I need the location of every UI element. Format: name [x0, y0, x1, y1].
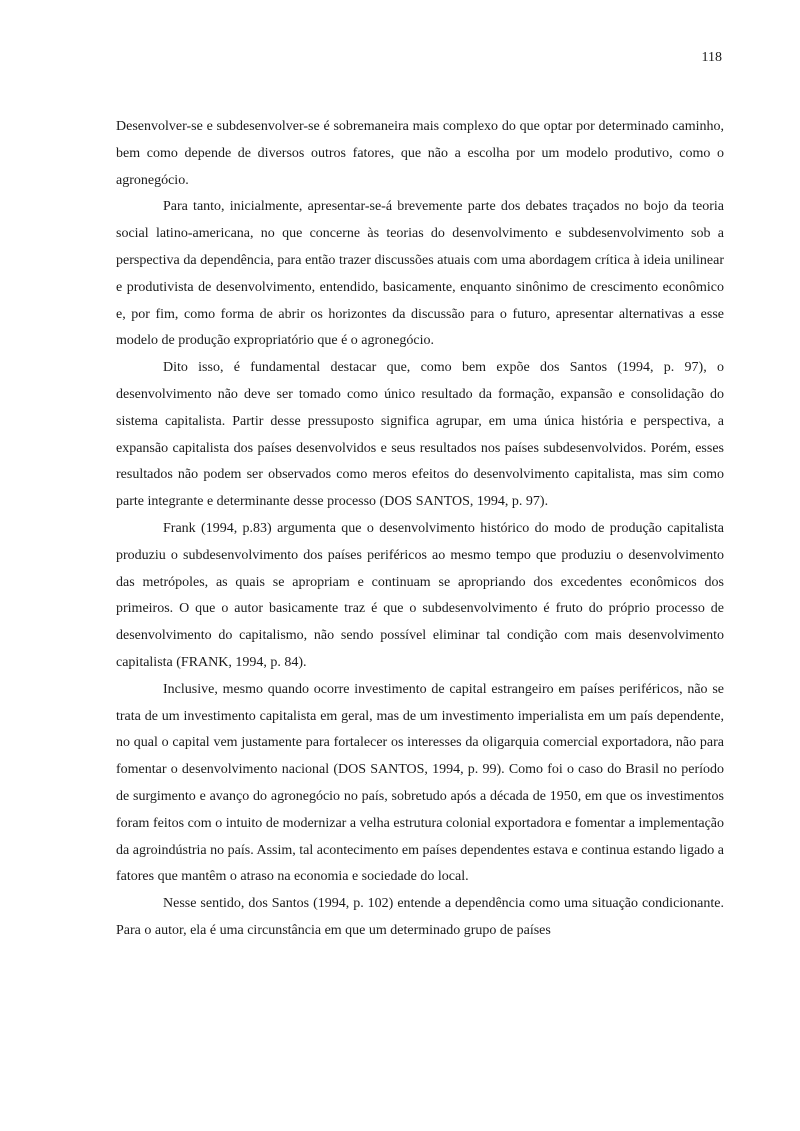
paragraph-5: Inclusive, mesmo quando ocorre investimento de capital estrangeiro em países periféricos, não se trata de um investimento capitalista em geral, mas de um investimento imperialista em um país dependente, no qual o capital vem justamente para fortalecer os interesses da oligarquia comercial exportadora, não para fomentar o desenvolvimento nacional (DOS SANTOS, 1994, p. 99). Como foi o caso do Brasil no período de surgimento e avanço do agronegócio no país, sobretudo após a década de 1950, em que os investimentos foram feitos com o intuito de modernizar a velha estrutura colonial exportadora e fomentar a implementação da agroindústria no país. Assim, tal acontecimento em países dependentes estava e continua estando ligado a fatores que mantêm o atraso na economia e sociedade do local.	[116, 681, 724, 885]
body-text	[116, 114, 724, 945]
paragraph-1: Desenvolver-se e subdesenvolver-se é sobremaneira mais complexo do que optar por determinado caminho, bem como depende de diversos outros fatores, que não a escolha por um modelo produtivo, como o agronegócio.	[116, 119, 724, 188]
paragraph-6: Nesse sentido, dos Santos (1994, p. 102) entende a dependência como uma situação condicionante. Para o autor, ela é uma circunstância em que um determinado grupo de países	[116, 896, 724, 938]
paragraph-4: Frank (1994, p.83) argumenta que o desenvolvimento histórico do modo de produção capitalista produziu o subdesenvolvimento dos países periféricos ao mesmo tempo que produziu o desenvolvimento das metrópoles, as quais se apropriam e continuam se apropriando dos excedentes econômicos dos primeiros. O que o autor basicamente traz é que o subdesenvolvimento é fruto do próprio processo de desenvolvimento do capitalismo, não sendo possível eliminar tal condição com mais desenvolvimento capitalista (FRANK, 1994, p. 84).	[116, 520, 724, 670]
paragraph-2: Para tanto, inicialmente, apresentar-se-á brevemente parte dos debates traçados no bojo da teoria social latino-americana, no que concerne às teorias do desenvolvimento e subdesenvolvimento sob a perspectiva da dependência, para então trazer discussões atuais com uma abordagem crítica à ideia unilinear e produtivista de desenvolvimento, entendido, basicamente, enquanto sinônimo de crescimento econômico e, por fim, como forma de abrir os horizontes da discussão para o futuro, apresentar alternativas a esse modelo de produção expropriatório que é o agronegócio.	[116, 199, 724, 349]
paragraph-3: Dito isso, é fundamental destacar que, como bem expõe dos Santos (1994, p. 97), o desenvolvimento não deve ser tomado como único resultado da formação, expansão e consolidação do sistema capitalista. Partir desse pressuposto significa agrupar, em uma única história e perspectiva, a expansão capitalista dos países desenvolvidos e seus resultados nos países subdesenvolvidos. Porém, esses resultados não podem ser observados como meros efeitos do desenvolvimento capitalista, mas sim como parte integrante e determinante desse processo (DOS SANTOS, 1994, p. 97).	[116, 360, 724, 510]
page-number: 118	[701, 50, 722, 65]
